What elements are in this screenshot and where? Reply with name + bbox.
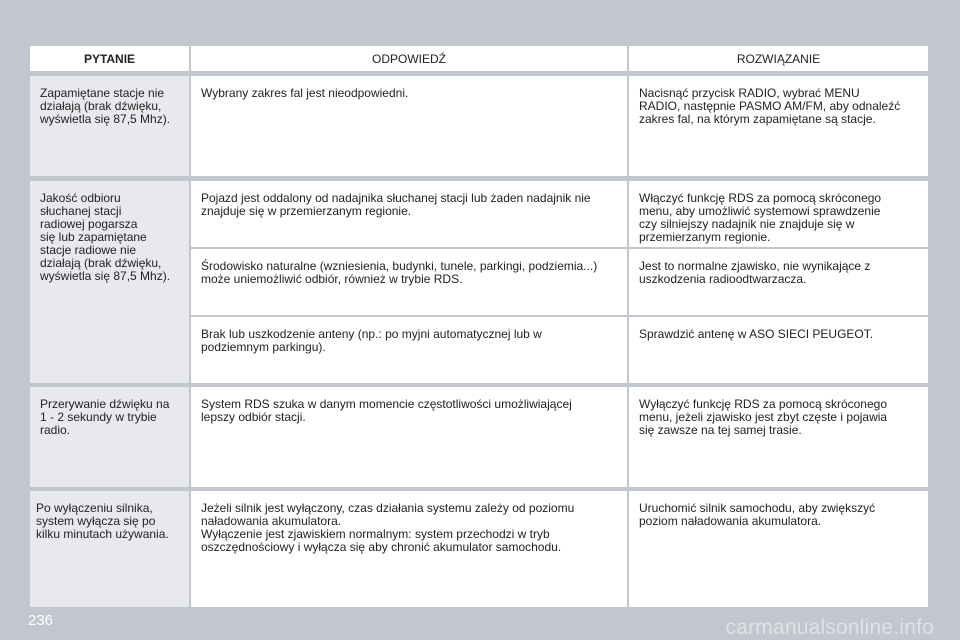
row-4-solution: Uruchomić silnik samochodu, aby zwiększyć poziom naładowania akumulatora. (629, 491, 928, 607)
row-2c-solution: Sprawdzić antenę w ASO SIECI PEUGEOT. (629, 317, 928, 383)
page-number: 236 (28, 612, 54, 629)
row-3-solution: Wyłączyć funkcję RDS za pomocą skróconego menu, jeżeli zjawisko jest zbyt częste i pojawia się zawsze na tej samej trasie. (629, 387, 928, 487)
row-2b-answer: Środowisko naturalne (wzniesienia, budynki, tunele, parkingi, podziemia...) może uniemożliwić odbiór, również w trybie RDS. (191, 249, 627, 315)
row-2-question: Jakość odbioru słuchanej stacji radiowej pogarsza się lub zapamiętane stacje radiowe nie działają (brak dźwięku, wyświetla się 87,5 Mhz). (30, 181, 189, 383)
watermark: carmanualsonline.info (725, 616, 934, 639)
row-4-question: Po wyłączeniu silnika, system wyłącza się po kilku minutach używania. (30, 491, 189, 607)
row-3-answer: System RDS szuka w danym momencie częstotliwości umożliwiającej lepszy odbiór stacji. (191, 387, 627, 487)
row-4-answer: Jeżeli silnik jest wyłączony, czas działania systemu zależy od poziomu naładowania akumulatora. Wyłączenie jest zjawiskiem normalnym: system przechodzi w tryb oszczędnościowy i wyłącza się aby chronić akumulator samochodu. (191, 491, 627, 607)
row-1-solution: Nacisnąć przycisk RADIO, wybrać MENU RADIO, następnie PASMO AM/FM, aby odnaleźć zakres fal, na którym zapamiętane są stacje. (629, 76, 928, 176)
header-answer: ODPOWIEDŹ (191, 46, 627, 71)
row-2a-answer: Pojazd jest oddalony od nadajnika słuchanej stacji lub żaden nadajnik nie znajduje się w przemierzanym regionie. (191, 181, 627, 247)
header-question: PYTANIE (30, 46, 189, 71)
row-1-answer: Wybrany zakres fal jest nieodpowiedni. (191, 76, 627, 176)
row-2c-answer: Brak lub uszkodzenie anteny (np.: po myjni automatycznej lub w podziemnym parkingu). (191, 317, 627, 383)
row-2b-solution: Jest to normalne zjawisko, nie wynikające z uszkodzenia radioodtwarzacza. (629, 249, 928, 315)
row-3-question: Przerywanie dźwięku na 1 - 2 sekundy w trybie radio. (30, 387, 189, 487)
row-2a-solution: Włączyć funkcję RDS za pomocą skróconego menu, aby umożliwić systemowi sprawdzenie czy silniejszy nadajnik nie znajduje się w przemierzanym regionie. (629, 181, 928, 247)
row-1-question: Zapamiętane stacje nie działają (brak dźwięku, wyświetla się 87,5 Mhz). (30, 76, 189, 176)
header-solution: ROZWIĄZANIE (629, 46, 928, 71)
